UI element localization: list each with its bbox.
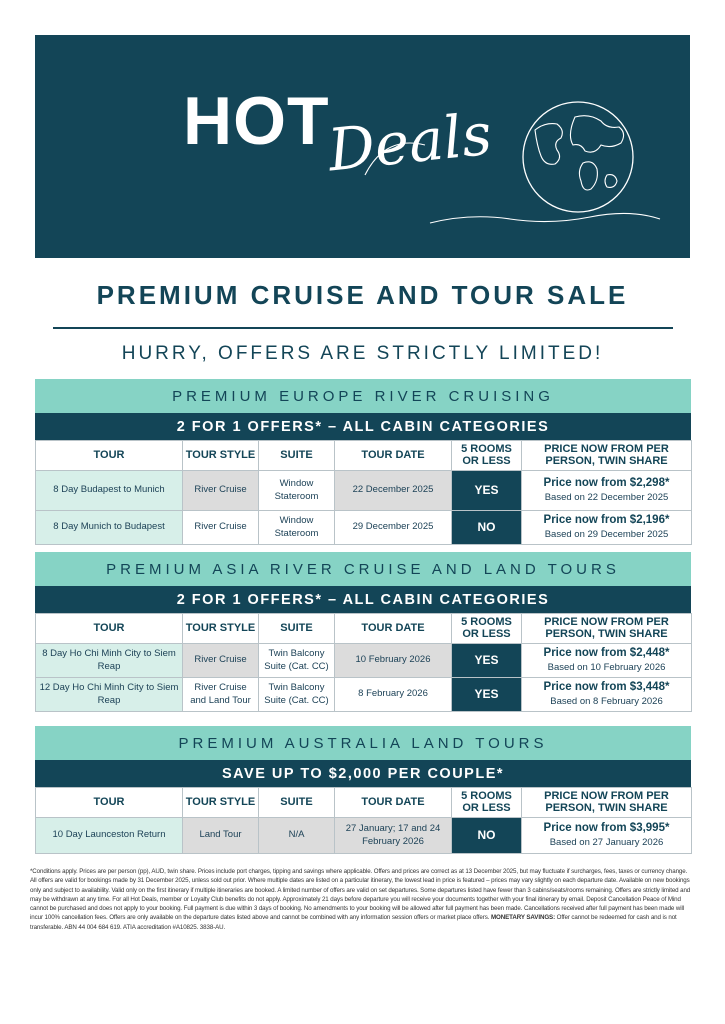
cell-price bbox=[522, 471, 692, 511]
title-divider bbox=[53, 327, 673, 329]
monetary-savings-label: MONETARY SAVINGS: bbox=[490, 914, 556, 922]
deals-script-wordmark: Deals bbox=[324, 99, 495, 185]
section-asia bbox=[35, 552, 691, 712]
table-header-row bbox=[36, 441, 692, 471]
cell-suite: Twin Balcony Suite (Cat. CC) bbox=[259, 678, 335, 712]
cell-tour: 8 Day Ho Chi Minh City to Siem Reap bbox=[36, 644, 183, 678]
cell-suite: Window Stateroom bbox=[259, 471, 335, 511]
price-now: Price now from $3,448* bbox=[543, 681, 670, 694]
page-title: PREMIUM CRUISE AND TOUR SALE bbox=[96, 280, 629, 310]
col-header-tour: TOUR bbox=[36, 441, 183, 471]
cell-tour: 8 Day Budapest to Munich bbox=[36, 471, 183, 511]
cell-tour-style: River Cruise and Land Tour bbox=[183, 678, 259, 712]
cell-tour: 10 Day Launceston Return bbox=[36, 818, 183, 854]
col-header-tour-style: TOUR STYLE bbox=[183, 441, 259, 471]
section-europe bbox=[35, 379, 691, 545]
cell-tour: 8 Day Munich to Budapest bbox=[36, 511, 183, 545]
cell-tour-style: River Cruise bbox=[183, 511, 259, 545]
col-header-rooms: 5 ROOMS OR LESS bbox=[452, 614, 522, 644]
price-now: Price now from $3,995* bbox=[543, 822, 670, 835]
section-australia bbox=[35, 726, 691, 854]
cell-suite: Twin Balcony Suite (Cat. CC) bbox=[259, 644, 335, 678]
col-header-price: PRICE NOW FROM PER PERSON, TWIN SHARE bbox=[522, 441, 692, 471]
table-header-row bbox=[36, 614, 692, 644]
conditions-text: *Conditions apply. Prices are per person (pp), AUD, twin share. Prices include port charges, tipping and savings where applicable. Offers and prices are correct as at 13 December 2025, but may fluctuate if surcharges, fees, taxes or currency change. All offers are valid for bookings made by 31 December 2025, unless sold out prior. Where multiple dates are listed on a particular itinerary, the lowest lead in price is featured – prices may vary slightly on each departure date. Available on new bookings only and subject to availability. Valid only on the first itinerary if multiple itineraries are booked. A limited number of offers are valid on set departures. Some departures listed have fewer than 3 cabins/seats/rooms remaining. Offers are strictly limited and may be withdrawn at any time. For all Hot Deals, member or Loyalty Club benefits do not apply. Approximately 21 days before departure you will receive your documents together with your final itinerary by email. Deposit Cancellation Peace of Mind cannot be purchased and does not apply to your booking. Full payment is due within 3 days of booking. No amendments to your booking will be allowed after full payment has been made. Cancellations received after full payment has been made will incur 100% cancellation fees. Offers are only available on the departure dates listed above and cannot be combined with any information session offers or market place offers. bbox=[30, 868, 691, 922]
section-heading: PREMIUM EUROPE RIVER CRUISING bbox=[35, 379, 691, 413]
cell-rooms-badge: YES bbox=[452, 644, 522, 678]
col-header-rooms: 5 ROOMS OR LESS bbox=[452, 788, 522, 818]
hot-wordmark: HOT bbox=[183, 83, 330, 159]
section-offer-banner: 2 FOR 1 OFFERS* – ALL CABIN CATEGORIES bbox=[35, 586, 691, 613]
table-header-row bbox=[36, 788, 692, 818]
price-based-on: Based on 22 December 2025 bbox=[544, 491, 669, 503]
cell-suite: N/A bbox=[259, 818, 335, 854]
cell-price bbox=[522, 818, 692, 854]
section-heading: PREMIUM AUSTRALIA LAND TOURS bbox=[35, 726, 691, 760]
col-header-tour: TOUR bbox=[36, 788, 183, 818]
cell-tour: 12 Day Ho Chi Minh City to Siem Reap bbox=[36, 678, 183, 712]
price-now: Price now from $2,298* bbox=[543, 477, 670, 490]
price-based-on: Based on 27 January 2026 bbox=[549, 836, 664, 848]
table-row bbox=[36, 818, 692, 854]
price-based-on: Based on 10 February 2026 bbox=[547, 661, 666, 673]
col-header-tour-style: TOUR STYLE bbox=[183, 788, 259, 818]
section-offer-banner: SAVE UP TO $2,000 PER COUPLE* bbox=[35, 760, 691, 787]
col-header-suite: SUITE bbox=[259, 788, 335, 818]
cell-price bbox=[522, 678, 692, 712]
price-based-on: Based on 8 February 2026 bbox=[550, 695, 663, 707]
table-row bbox=[36, 644, 692, 678]
deals-table bbox=[35, 787, 692, 854]
cell-price bbox=[522, 511, 692, 545]
cell-tour-style: River Cruise bbox=[183, 644, 259, 678]
col-header-rooms: 5 ROOMS OR LESS bbox=[452, 441, 522, 471]
cell-tour-date: 10 February 2026 bbox=[335, 644, 452, 678]
cell-tour-style: Land Tour bbox=[183, 818, 259, 854]
table-row bbox=[36, 471, 692, 511]
cell-tour-date: 27 January; 17 and 24 February 2026 bbox=[335, 818, 452, 854]
price-now: Price now from $2,196* bbox=[543, 514, 670, 527]
deals-table bbox=[35, 613, 692, 712]
cell-rooms-badge: YES bbox=[452, 678, 522, 712]
cell-rooms-badge: NO bbox=[452, 511, 522, 545]
price-now: Price now from $2,448* bbox=[543, 647, 670, 660]
cell-rooms-badge: NO bbox=[452, 818, 522, 854]
terms-and-conditions bbox=[30, 867, 692, 932]
cell-tour-style: River Cruise bbox=[183, 471, 259, 511]
col-header-tour-date: TOUR DATE bbox=[335, 788, 452, 818]
page-subtitle: HURRY, OFFERS ARE STRICTLY LIMITED! bbox=[121, 343, 604, 364]
price-based-on: Based on 29 December 2025 bbox=[544, 528, 669, 540]
col-header-price: PRICE NOW FROM PER PERSON, TWIN SHARE bbox=[522, 788, 692, 818]
table-row bbox=[36, 678, 692, 712]
table-row bbox=[36, 511, 692, 545]
section-heading: PREMIUM ASIA RIVER CRUISE AND LAND TOURS bbox=[35, 552, 691, 586]
section-offer-banner: 2 FOR 1 OFFERS* – ALL CABIN CATEGORIES bbox=[35, 413, 691, 440]
col-header-tour-date: TOUR DATE bbox=[335, 614, 452, 644]
cell-rooms-badge: YES bbox=[452, 471, 522, 511]
monetary-savings-text: Offer cannot be redeemed for cash and is not transferable. ABN 44 004 684 619. ATIA accreditation #A10825. 3838-AU. bbox=[30, 914, 677, 931]
col-header-tour-date: TOUR DATE bbox=[335, 441, 452, 471]
hero-banner bbox=[35, 35, 690, 258]
cell-tour-date: 8 February 2026 bbox=[335, 678, 452, 712]
col-header-suite: SUITE bbox=[259, 614, 335, 644]
cell-price bbox=[522, 644, 692, 678]
deals-table bbox=[35, 440, 692, 545]
col-header-tour: TOUR bbox=[36, 614, 183, 644]
cell-tour-date: 22 December 2025 bbox=[335, 471, 452, 511]
col-header-tour-style: TOUR STYLE bbox=[183, 614, 259, 644]
col-header-suite: SUITE bbox=[259, 441, 335, 471]
cell-suite: Window Stateroom bbox=[259, 511, 335, 545]
cell-tour-date: 29 December 2025 bbox=[335, 511, 452, 545]
col-header-price: PRICE NOW FROM PER PERSON, TWIN SHARE bbox=[522, 614, 692, 644]
